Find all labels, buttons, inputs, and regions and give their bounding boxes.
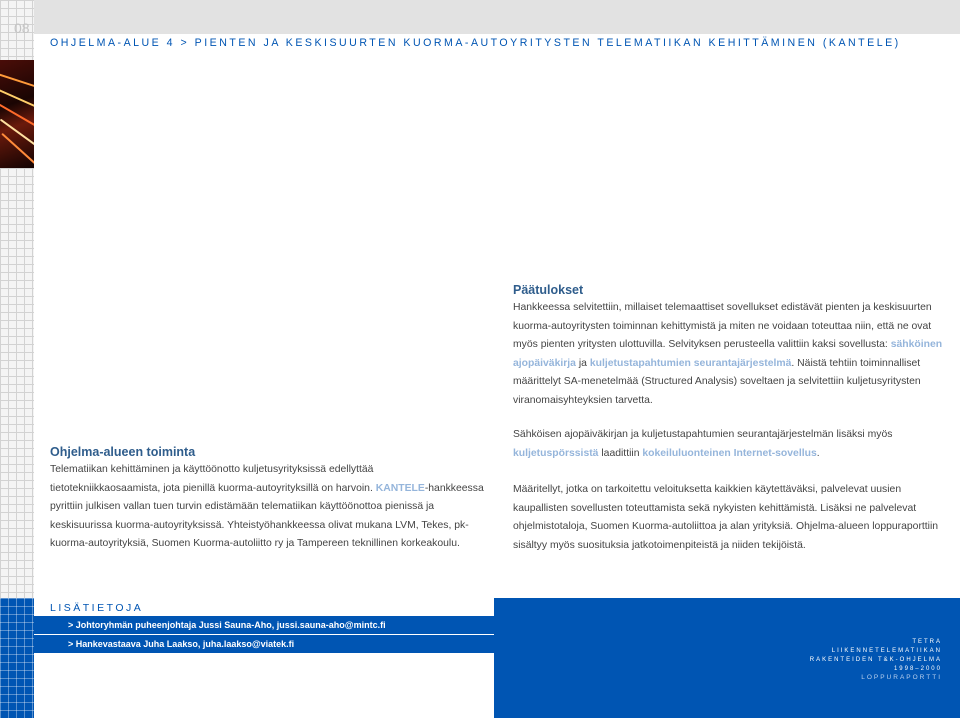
header-separator: > [180, 37, 190, 49]
page-header [50, 37, 901, 49]
program-line: TETRA [912, 639, 942, 645]
text-run: . [816, 447, 820, 459]
contact-manager-text: > Hankevastaava Juha Laakso, juha.laakso@viatek.fi [68, 639, 295, 649]
text-run: Hankkeessa selvitettiin, millaiset telemaattiset sovellukset edistävät pienten ja keskisuurten kuorma-autoyritysten toiminnan kehittymistä ja miten ne voidaan toteuttaa niin, että ne ovat myös pienten yritysten ulottuvilla. Selvityksen perusteella valittiin kaksi sovellusta: [513, 302, 932, 350]
highway-night-photo [0, 60, 34, 168]
page-number: 08 [14, 20, 30, 36]
highlight-tracking-system: kuljetustapahtumien seurantajärjestelmä [589, 357, 792, 369]
text-run: -hankkeessa pyrittiin julkisen vallan tuen turvin edistämään telematiikan käyttöönottoa pienissä ja keskisuurissa kuorma-autoyrityksissä. Yhteistyöhankkeessa olivat mukana LVM, Tekes, pk-kuorma-autoyrityksiä, Suomen Kuorma-autoliitto ry ja Tampereen teknillinen korkeakoulu. [50, 482, 484, 549]
footer-grid [0, 598, 34, 718]
contact-chair-text: > Johtoryhmän puheenjohtaja Jussi Sauna-Aho, jussi.sauna-aho@mintc.fi [68, 620, 386, 630]
text-run: laadittiin [598, 447, 643, 459]
highlight-kantele: KANTELE [375, 482, 425, 494]
program-line: RAKENTEIDEN T&K-OHJELMA [809, 657, 942, 663]
program-line: LIIKENNETELEMATIIKAN [831, 648, 942, 654]
highlight-electronic-logbook: sähköinen ajopäiväkirja [513, 339, 943, 369]
toiminta-paragraph [50, 461, 485, 554]
text-run: Telematiikan kehittäminen ja käyttöönotto kuljetusyrityksissä edellyttää tietotekniikkaosaamista, jota pienillä kuorma-autoyrityksillä on harvoin. [50, 464, 376, 494]
report-label: LOPPURAPORTTI [861, 674, 942, 681]
contact-row-manager [34, 634, 494, 653]
program-line: 1998–2000 [893, 666, 942, 672]
contact-row-chair [34, 616, 494, 634]
program-name [810, 638, 942, 674]
header-title-text: PIENTEN JA KESKISUURTEN KUORMA-AUTOYRITYSTEN TELEMATIIKAN KEHITTÄMINEN (KANTELE) [194, 37, 901, 49]
lisatietoja-heading: LISÄTIETOJA [50, 602, 144, 614]
text-run: Sähköisen ajopäiväkirjan ja kuljetustapahtumien seurantajärjestelmän lisäksi myös [513, 429, 893, 440]
paatulokset-paragraph-1 [513, 299, 943, 410]
highlight-internet-application: kokeiluluonteinen Internet-sovellus [642, 447, 817, 459]
text-run: . Näistä tehtiin toiminnalliset määrittelyt SA-menetelmää (Structured Analysis) soveltaen ja selvitettiin kuljetusyritysten viranomaisyhteyksien tarvetta. [513, 357, 921, 406]
paatulokset-paragraph-3: Määritellyt, jotka on tarkoitettu veloituksetta kaikkien käytettäväksi, palvelevat uusien kaupallisten sovellusten toteuttamista sekä nykyisten kehittämistä. Lisäksi ne palvelevat ohjelmistotaloja, Suomen Kuorma-autoliittoa ja alan yrityksiä. Ohjelma-alueen loppuraporttiin sisältyy myös suosituksia jatkotoimenpiteistä ja niiden tekijöistä. [513, 484, 939, 551]
highlight-freight-exchange: kuljetuspörssistä [513, 447, 599, 459]
text-run: ja [575, 357, 590, 369]
header-area: OHJELMA-ALUE 4 [50, 37, 176, 49]
top-band [34, 0, 960, 34]
toiminta-heading: Ohjelma-alueen toiminta [50, 445, 196, 459]
paatulokset-paragraph-2 [513, 426, 943, 463]
paatulokset-heading: Päätulokset [513, 283, 584, 297]
